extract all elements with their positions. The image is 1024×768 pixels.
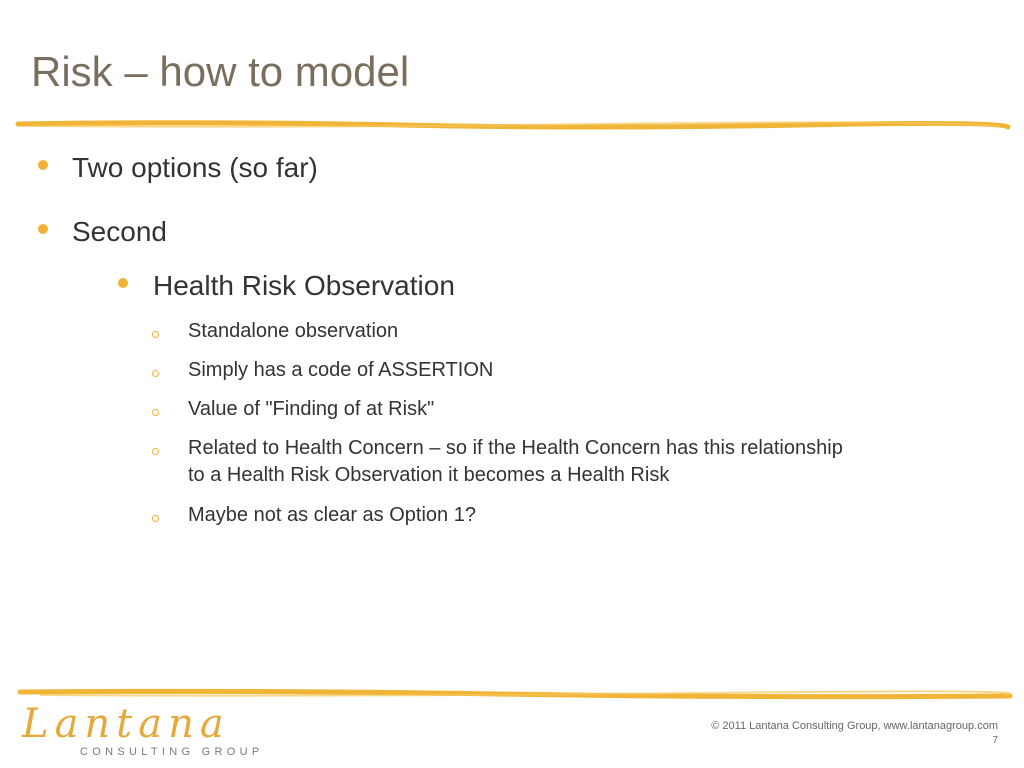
bullet-circle-icon [152, 515, 159, 522]
bullet-text: Health Risk Observation [153, 270, 455, 301]
slide-title: Risk – how to model [31, 48, 410, 95]
footer-divider [0, 686, 1024, 702]
bullet-dot-icon [38, 160, 48, 170]
lantana-logo [22, 702, 262, 764]
bullet-circle-icon [152, 448, 159, 455]
footer-copyright: © 2011 Lantana Consulting Group, www.lantanagroup.com [711, 720, 998, 732]
bullet-circle-icon [152, 331, 159, 338]
page-number: 7 [992, 735, 998, 746]
sub-bullet-text: Standalone observation [188, 320, 399, 342]
sub-bullet-text: Simply has a code of ASSERTION [188, 359, 494, 381]
bullet-text: Second [72, 216, 167, 247]
logo-subtitle: CONSULTING GROUP [80, 746, 264, 758]
bullet-dot-icon [118, 278, 128, 288]
bullet-circle-icon [152, 409, 159, 416]
sub-bullet-text: Related to Health Concern – so if the Health Concern has this relationship [188, 437, 843, 459]
bullet-circle-icon [152, 370, 159, 377]
bullet-dot-icon [38, 224, 48, 234]
logo-script-text: Lantana [22, 701, 230, 747]
sub-bullet-text-continued: to a Health Risk Observation it becomes a Health Risk [188, 464, 670, 486]
sub-bullet-text: Value of "Finding of at Risk" [188, 398, 435, 420]
sub-bullet-text: Maybe not as clear as Option 1? [188, 504, 476, 526]
bullet-text: Two options (so far) [72, 152, 318, 183]
